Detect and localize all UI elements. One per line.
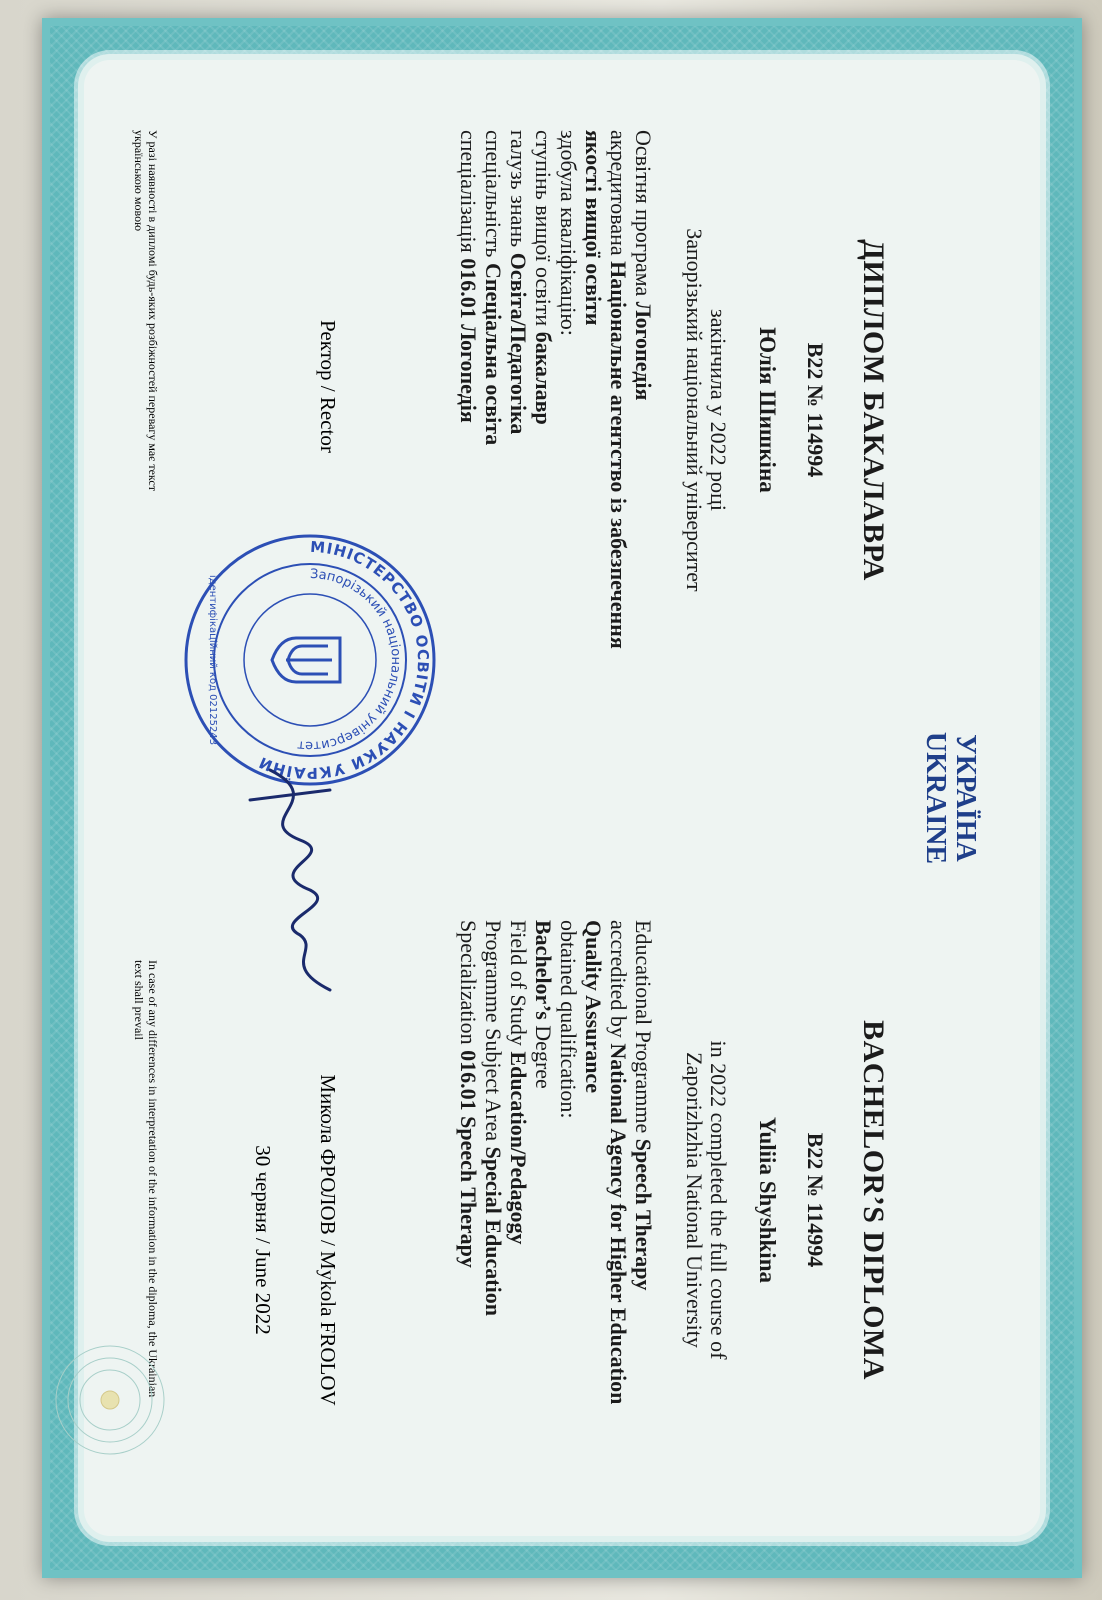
programme-block-ua <box>456 130 656 690</box>
accredited-prefix-ua: акредитована <box>606 130 631 256</box>
diploma-number-ua: В22 № 114994 <box>803 342 828 478</box>
university-seal <box>180 530 440 790</box>
subject-prefix-en: Programme Subject Area <box>481 920 506 1142</box>
programme-block-en <box>456 920 656 1480</box>
specialization-prefix-en: Specialization <box>456 920 481 1045</box>
footnote-en: In case of any differences in interpretation of the information in the diploma, the Ukrainian text shall prevail <box>132 960 160 1398</box>
degree-prefix-ua: ступінь вищої освіти <box>531 130 556 327</box>
university-en: Zaporizhzhia National University <box>682 1052 707 1348</box>
trident-icon <box>272 638 340 682</box>
qualification-label-ua: здобула кваліфікацію: <box>556 130 581 336</box>
rector-label: Ректор / Rector <box>316 320 340 453</box>
agency-line2-ua: якості вищої освіти <box>581 130 606 326</box>
diploma-title-en: BACHELOR’S DIPLOMA <box>857 1020 890 1380</box>
diploma-number-en: В22 № 114994 <box>803 1132 828 1268</box>
hologram-rosette <box>50 1340 170 1460</box>
degree-ua: бакалавр <box>531 331 556 425</box>
field-prefix-ua: галузь знань <box>506 130 531 248</box>
field-ua: Освіта/Педагогіка <box>506 252 531 435</box>
specialization-ua: 016.01 Логопедія <box>456 258 481 423</box>
diploma-document <box>42 18 1082 1578</box>
agency-line2-en: Quality Assurance <box>581 920 606 1093</box>
seal-code-text: ідентифікаційний код 02125243 <box>207 574 218 746</box>
english-column <box>456 920 890 1480</box>
graduate-name-ua: Юлія Шишкіна <box>755 327 780 493</box>
country-heading <box>920 60 980 1536</box>
degree-suffix-en: Degree <box>531 1025 556 1089</box>
agency-line1-ua: Національне агентство із забезпечення <box>606 261 631 649</box>
field-prefix-en: Field of Study <box>506 920 531 1046</box>
rector-signature <box>230 760 370 1010</box>
seal-outer-text: МІНІСТЕРСТВО ОСВІТИ І НАУКИ УКРАЇНИ <box>255 537 433 783</box>
subject-en: Special Education <box>481 1146 506 1316</box>
country-ua: УКРАЇНА <box>950 734 981 862</box>
ukrainian-column <box>456 130 890 690</box>
diploma-title-ua: ДИПЛОМ БАКАЛАВРА <box>857 239 890 581</box>
field-en: Education/Pedagogy <box>506 1051 531 1245</box>
diploma-paper <box>84 60 1040 1536</box>
agency-line1-en: National Agency for Higher Education <box>606 1043 631 1405</box>
degree-en: Bachelor’s <box>531 920 556 1020</box>
programme-prefix-en: Educational Programme <box>631 920 656 1134</box>
completed-en: in 2022 completed the full course of <box>706 1040 731 1360</box>
qualification-label-en: obtained qualification: <box>556 920 581 1119</box>
footnote-ua: У разі наявності в дипломі будь-яких розбіжностей перевагу має текст українською мовою <box>132 130 160 491</box>
programme-prefix-ua: Освітня програма <box>631 130 656 297</box>
accredited-prefix-en: accredited by <box>606 920 631 1038</box>
specialization-prefix-ua: спеціалізація <box>456 130 481 253</box>
graduate-name-en: Yuliia Shyshkina <box>755 1116 780 1283</box>
specialization-en: 016.01 Speech Therapy <box>456 1050 481 1268</box>
completed-ua: закінчила у 2022 році <box>706 309 731 511</box>
seal-inner-text: Запорізький національний університет <box>296 566 404 754</box>
university-ua: Запорізький національний університет <box>682 228 707 592</box>
programme-ua: Логопедія <box>631 301 656 401</box>
issue-date: 30 червня / June 2022 <box>251 1145 275 1335</box>
specialty-prefix-ua: спеціальність <box>481 130 506 258</box>
rector-name: Микола ФРОЛОВ / Mykola FROLOV <box>316 1074 340 1406</box>
programme-en: Speech Therapy <box>631 1138 656 1291</box>
country-en: UKRAINE <box>920 731 951 865</box>
specialty-ua: Спеціальна освіта <box>481 262 506 446</box>
